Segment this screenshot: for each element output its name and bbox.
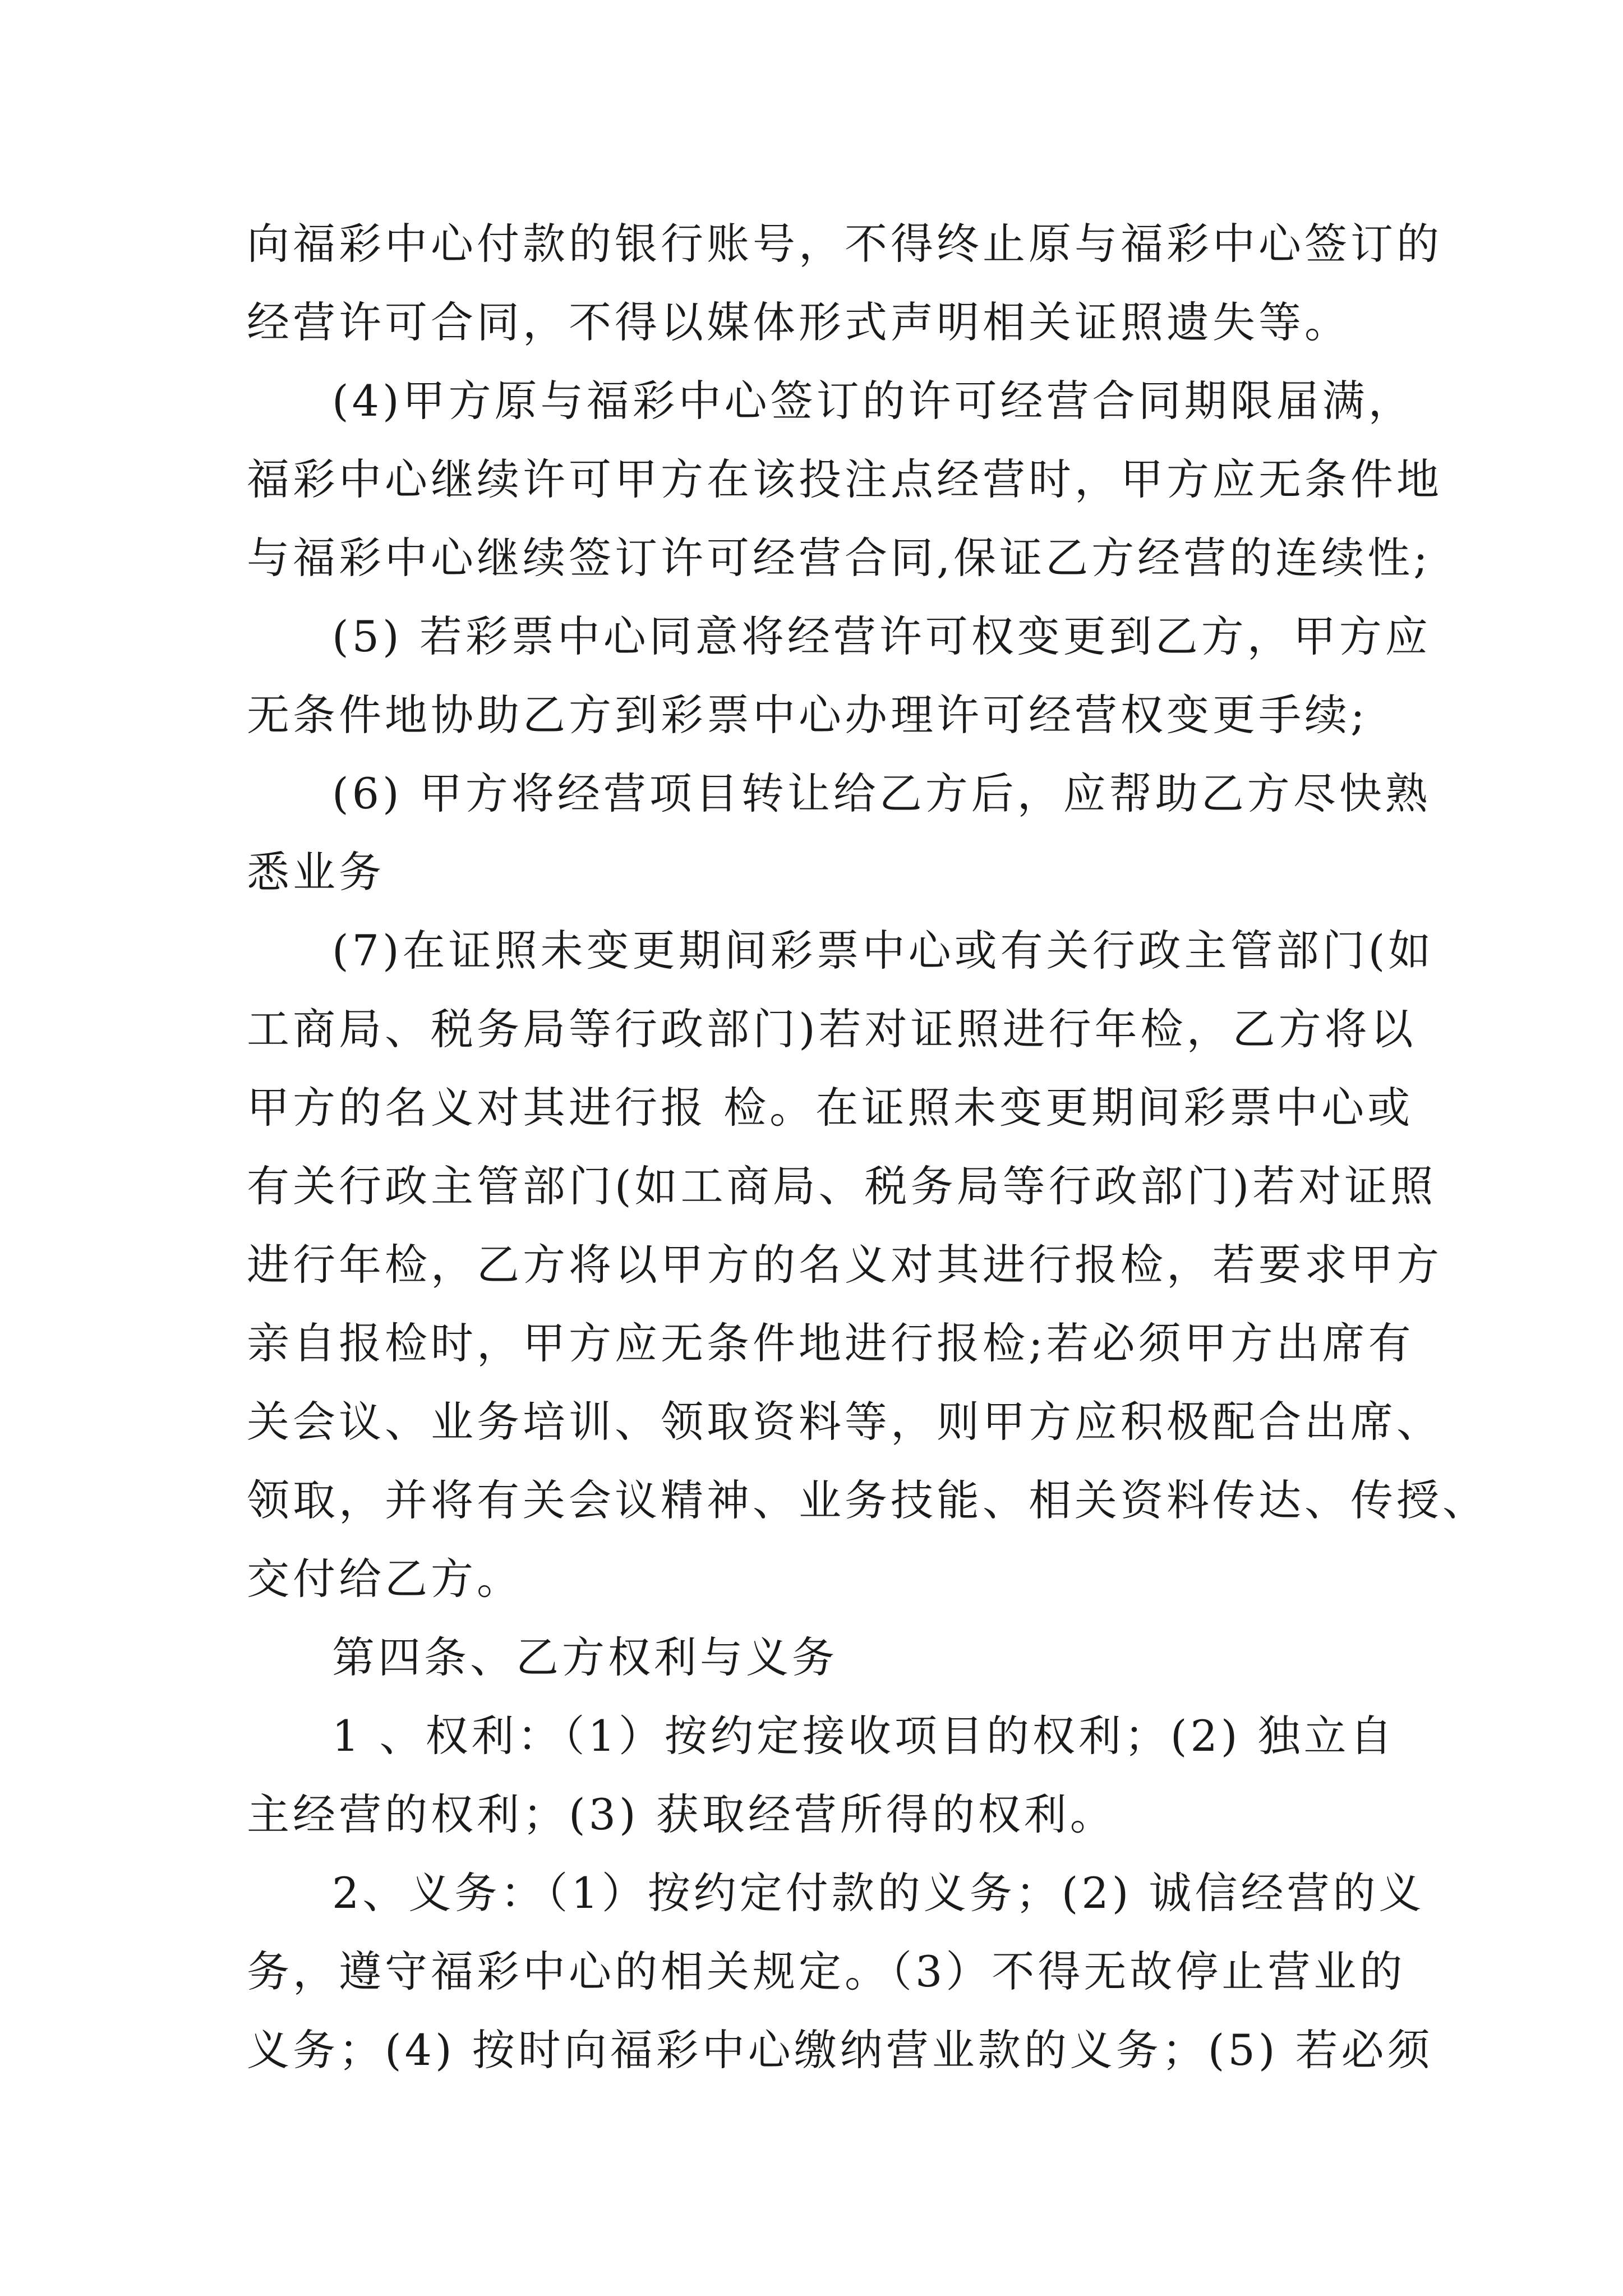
text-line: 务，遵守福彩中心的相关规定。（3）不得无故停止营业的 [247, 1947, 1406, 1996]
text-line: 领取，并将有关会议精神、业务技能、相关资料传达、传授、 [247, 1475, 1488, 1525]
text-line: (6) 甲方将经营项目转让给乙方后，应帮助乙方尽快熟 [332, 769, 1431, 818]
text-line: 第四条、乙方权利与义务 [332, 1632, 838, 1682]
text-line: 工商局、税务局等行政部门)若对证照进行年检，乙方将以 [247, 1004, 1417, 1054]
text-line: 悉业务 [247, 847, 385, 897]
text-line: 进行年检，乙方将以甲方的名义对其进行报检，若要求甲方 [247, 1240, 1442, 1290]
text-line: 无条件地协助乙方到彩票中心办理许可经营权变更手续; [247, 690, 1368, 740]
text-line: 向福彩中心付款的银行账号，不得终止原与福彩中心签订的 [247, 219, 1442, 269]
text-line: 经营许可合同，不得以媒体形式声明相关证照遗失等。 [247, 297, 1350, 347]
document-body [247, 205, 1488, 2090]
text-line: (4)甲方原与福彩中心签订的许可经营合同期限届满， [332, 376, 1414, 426]
text-line: 主经营的权利；(3) 获取经营所得的权利。 [247, 1789, 1116, 1839]
text-line: (5) 若彩票中心同意将经营许可权变更到乙方，甲方应 [332, 611, 1431, 661]
text-line: 与福彩中心继续签订许可经营合同,保证乙方经营的连续性; [247, 533, 1431, 583]
text-line: 义务；(4) 按时向福彩中心缴纳营业款的义务；(5) 若必须 [247, 2025, 1433, 2075]
text-line: 有关行政主管部门(如工商局、税务局等行政部门)若对证照 [247, 1161, 1437, 1211]
text-line: 交付给乙方。 [247, 1554, 523, 1604]
text-line: 关会议、业务培训、领取资料等，则甲方应积极配合出席、 [247, 1397, 1442, 1447]
text-line: 2、义务：（1）按约定付款的义务；(2) 诚信经营的义 [332, 1868, 1425, 1918]
text-line: 福彩中心继续许可甲方在该投注点经营时，甲方应无条件地 [247, 454, 1442, 504]
text-line: 1 、权利：（1）按约定接收项目的权利；(2) 独立自 [332, 1711, 1396, 1761]
text-line: (7)在证照未变更期间彩票中心或有关行政主管部门(如 [332, 926, 1435, 976]
text-line: 甲方的名义对其进行报 检。在证照未变更期间彩票中心或 [247, 1083, 1414, 1133]
text-line: 亲自报检时，甲方应无条件地进行报检;若必须甲方出席有 [247, 1318, 1414, 1368]
